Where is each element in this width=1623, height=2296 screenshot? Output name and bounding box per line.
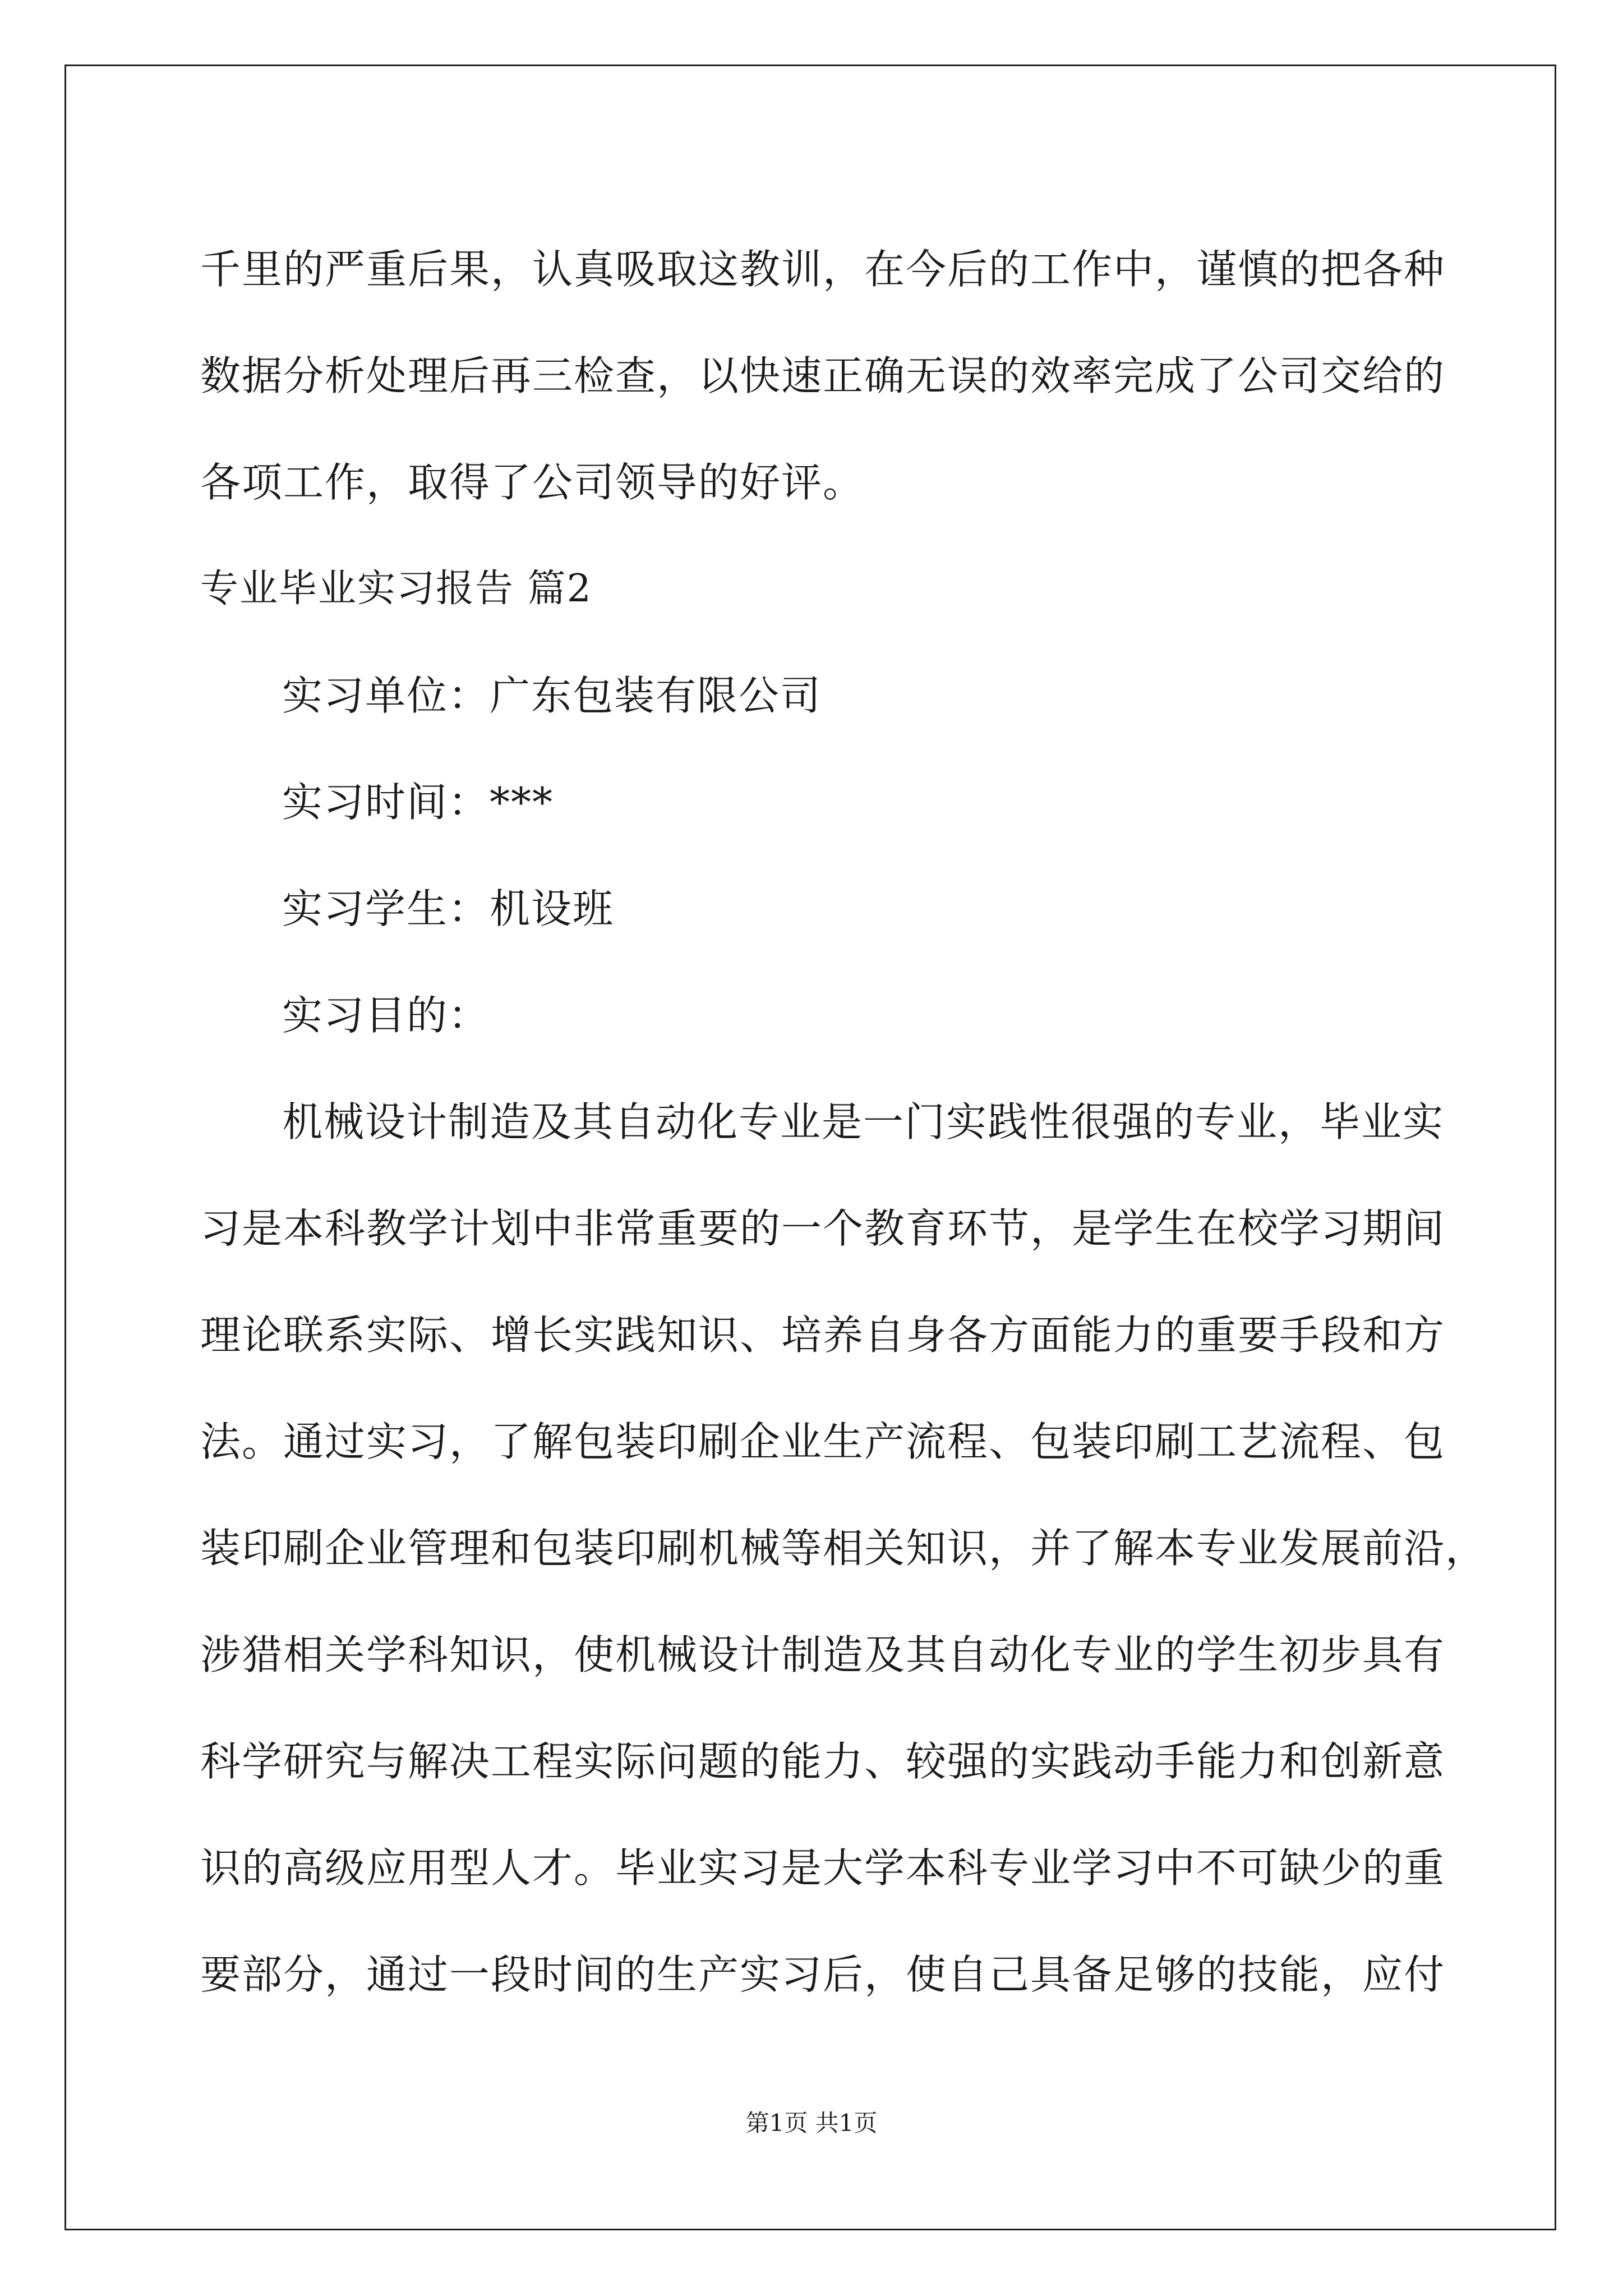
- paragraph-line: 要部分，通过一段时间的生产实习后，使自己具备足够的技能，应付: [200, 1951, 1446, 1998]
- info-line-purpose: 实习目的：: [282, 992, 490, 1039]
- info-line-unit: 实习单位：广东包装有限公司: [282, 672, 822, 719]
- paragraph-line: 识的高级应用型人才。毕业实习是大学本科专业学习中不可缺少的重: [200, 1844, 1446, 1892]
- paragraph-line: 法。通过实习，了解包装印刷企业生产流程、包装印刷工艺流程、包: [200, 1418, 1446, 1465]
- paragraph-line: 习是本科教学计划中非常重要的一个教育环节，是学生在校学习期间: [200, 1205, 1446, 1252]
- info-line-time: 实习时间：***: [282, 779, 554, 826]
- info-line-student: 实习学生：机设班: [282, 885, 615, 932]
- section-heading: 专业毕业实习报告 篇2: [200, 567, 592, 611]
- page-footer: 第1页 共1页: [745, 2109, 878, 2137]
- paragraph-line: 理论联系实际、增长实践知识、培养自身各方面能力的重要手段和方: [200, 1312, 1446, 1359]
- paragraph-line: 涉猎相关学科知识，使机械设计制造及其自动化专业的学生初步具有: [200, 1631, 1446, 1678]
- paragraph-line: 机械设计制造及其自动化专业是一门实践性很强的专业，毕业实: [282, 1098, 1445, 1145]
- paragraph-line: 科学研究与解决工程实际问题的能力、较强的实践动手能力和创新意: [200, 1738, 1446, 1785]
- text-line: 数据分析处理后再三检查，以快速正确无误的效率完成了公司交给的: [200, 352, 1446, 399]
- text-line: 各项工作，取得了公司领导的好评。: [200, 459, 865, 506]
- paragraph-line: 装印刷企业管理和包装印刷机械等相关知识，并了解本专业发展前沿，: [200, 1525, 1487, 1572]
- document-body: [200, 216, 1487, 2028]
- text-line: 千里的严重后果，认真吸取这教训，在今后的工作中，谨慎的把各种: [200, 246, 1446, 293]
